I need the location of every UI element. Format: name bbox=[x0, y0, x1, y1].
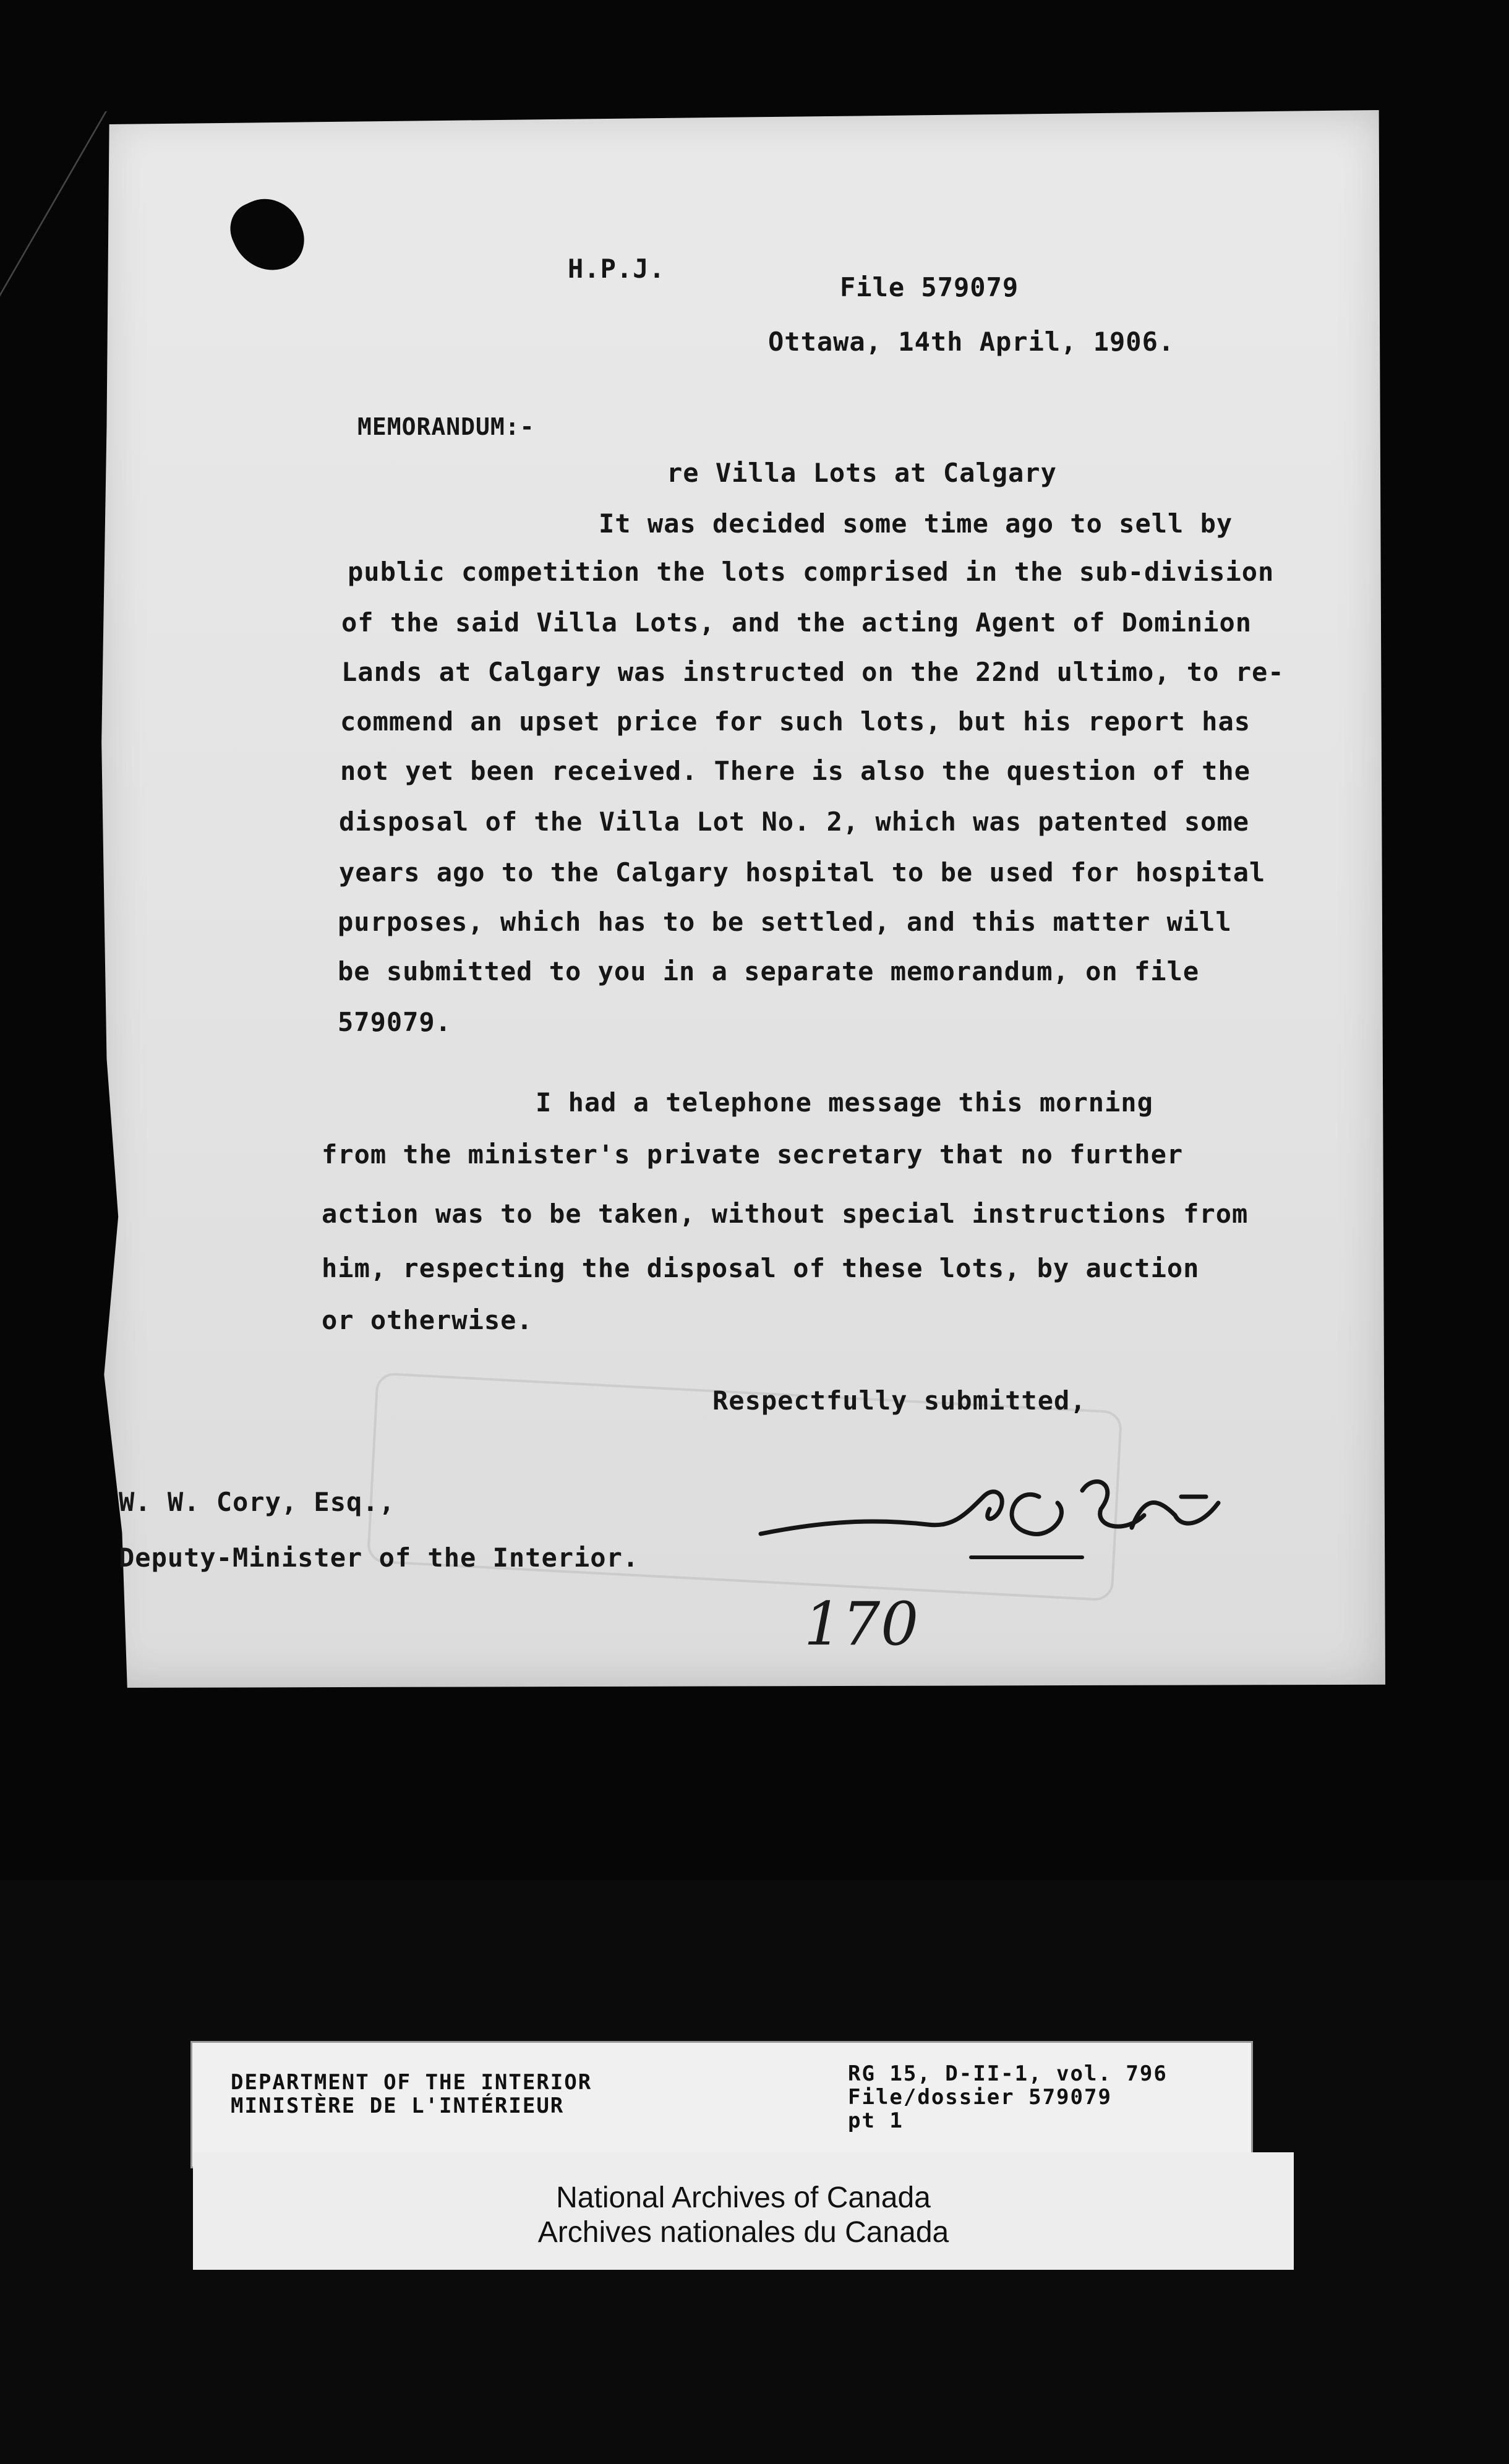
reference-line-3: pt 1 bbox=[848, 2108, 904, 2133]
memo-file-number: File 579079 bbox=[840, 272, 1019, 302]
paragraph-line: 579079. bbox=[338, 1007, 452, 1037]
paragraph-line: Lands at Calgary was instructed on the 22nd ultimo, to re- bbox=[341, 657, 1285, 687]
paragraph-line: from the minister's private secretary that no further bbox=[322, 1139, 1184, 1170]
memo-heading: MEMORANDUM:- bbox=[357, 413, 535, 440]
paragraph-line: of the said Villa Lots, and the acting Agent of Dominion bbox=[341, 607, 1252, 638]
national-archives-label bbox=[193, 2152, 1294, 2270]
paragraph-line: public competition the lots comprised in the sub-division bbox=[348, 557, 1275, 587]
paragraph-line: not yet been received. There is also the question of the bbox=[340, 756, 1251, 786]
archive-reference-label bbox=[190, 2041, 1253, 2168]
paragraph-line: be submitted to you in a separate memorandum, on file bbox=[338, 956, 1200, 986]
department-en: DEPARTMENT OF THE INTERIOR bbox=[231, 2070, 592, 2095]
scan-footer bbox=[0, 1880, 1509, 2464]
paragraph-line: It was decided some time ago to sell by bbox=[599, 508, 1233, 539]
memo-initials: H.P.J. bbox=[568, 254, 665, 284]
addressee-title: Deputy-Minister of the Interior. bbox=[119, 1542, 639, 1573]
paragraph-line: disposal of the Villa Lot No. 2, which was patented some bbox=[339, 806, 1250, 837]
paragraph-line: action was to be taken, without special instructions from bbox=[322, 1199, 1249, 1229]
paragraph-line: purposes, which has to be settled, and this matter will bbox=[338, 907, 1232, 937]
handwritten-signature bbox=[748, 1460, 1293, 1583]
handwritten-page-number: 170 bbox=[804, 1589, 920, 1659]
memo-place-date: Ottawa, 14th April, 1906. bbox=[768, 327, 1175, 357]
paragraph-line: commend an upset price for such lots, but his report has bbox=[340, 706, 1251, 737]
archives-name-en: National Archives of Canada bbox=[556, 2181, 931, 2214]
reference-line-1: RG 15, D-II-1, vol. 796 bbox=[848, 2061, 1168, 2086]
memo-closing: Respectfully submitted, bbox=[712, 1385, 1087, 1416]
addressee-name: W. W. Cory, Esq., bbox=[119, 1487, 395, 1517]
paragraph-line: him, respecting the disposal of these lots, by auction bbox=[322, 1253, 1200, 1283]
paragraph-line: years ago to the Calgary hospital to be used for hospital bbox=[339, 857, 1266, 888]
department-fr: MINISTÈRE DE L'INTÉRIEUR bbox=[231, 2094, 565, 2118]
archives-name-fr: Archives nationales du Canada bbox=[537, 2216, 949, 2249]
paragraph-line: I had a telephone message this morning bbox=[536, 1087, 1153, 1118]
memo-subject: re Villa Lots at Calgary bbox=[667, 458, 1057, 488]
reference-line-2: File/dossier 579079 bbox=[848, 2085, 1112, 2110]
paragraph-line: or otherwise. bbox=[322, 1305, 533, 1335]
